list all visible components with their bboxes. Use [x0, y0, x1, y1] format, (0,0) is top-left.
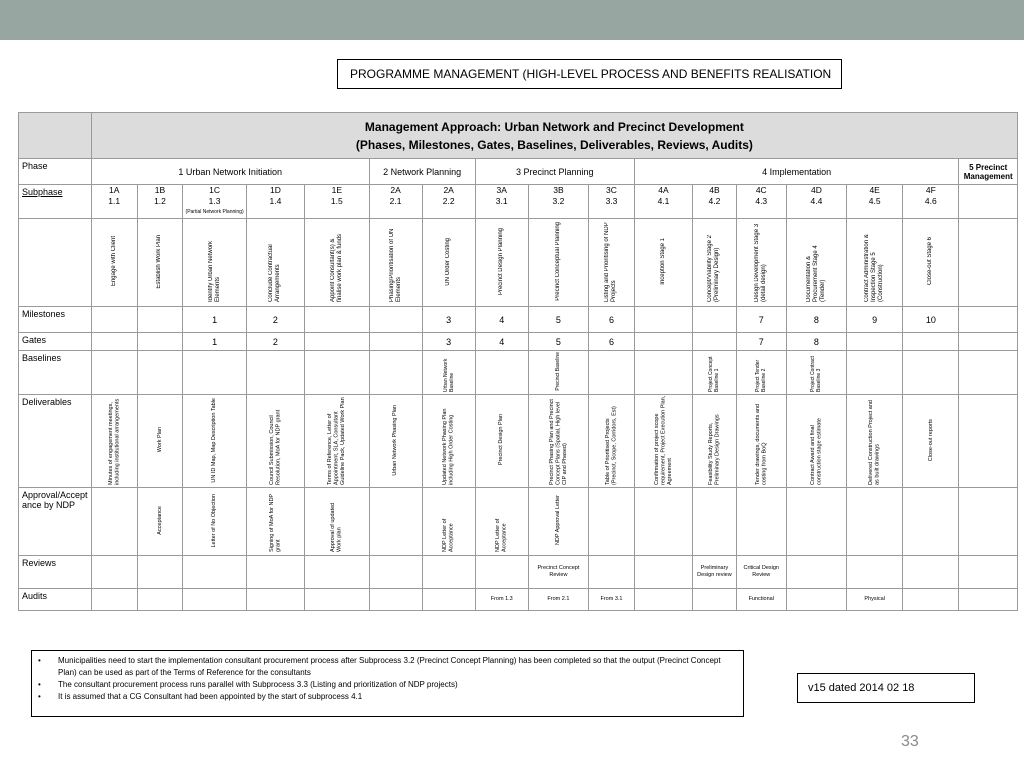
- review-cell: [903, 556, 959, 589]
- subphase-number: 1.4: [269, 196, 282, 206]
- baseline-text: Precinct Baseline: [555, 352, 562, 391]
- approval-text: Letter of No Objection: [211, 493, 218, 548]
- page-number: 33: [901, 733, 919, 750]
- phase-cell: 2 Network Planning: [369, 159, 475, 185]
- audits-row: [19, 589, 1018, 611]
- gate-cell: [693, 333, 737, 351]
- deliverable-text: Council Submission, Council Resolution, MoA for NDP grant: [268, 409, 282, 485]
- approval-cell: [305, 488, 370, 556]
- deliverable-cell: [903, 395, 959, 488]
- audit-cell: [693, 589, 737, 611]
- activity-text: Documentation & Procurement Stage 4 (Tender): [805, 244, 826, 302]
- review-cell: [137, 556, 183, 589]
- milestone-cell: 9: [847, 307, 903, 333]
- audit-cell: [91, 589, 137, 611]
- activity-cell: [736, 219, 786, 307]
- deliverable-text: Minutes of engagement meetings, including institutional arrangements: [107, 398, 121, 485]
- subphase-cell: [693, 185, 737, 219]
- subphase-number: 3.2: [552, 196, 565, 206]
- audit-cell: [422, 589, 475, 611]
- baseline-cell: [634, 351, 692, 395]
- activity-cell: [693, 219, 737, 307]
- row-label-audits: Audits: [19, 589, 92, 611]
- approval-text: NDP Approval Letter: [555, 495, 562, 546]
- subphase-cell: [847, 185, 903, 219]
- activity-text: Listing and Prioritising of NDP Projects: [604, 221, 618, 302]
- activity-cell: [634, 219, 692, 307]
- deliverable-text: Work Plan: [156, 427, 163, 453]
- subphase-cell: [305, 185, 370, 219]
- activity-text: Precinct Design Planning: [498, 227, 505, 296]
- review-cell: [246, 556, 304, 589]
- activity-text: Precinct Conceptual Planning: [554, 222, 561, 301]
- deliverable-cell: [736, 395, 786, 488]
- subphase-code: 2A: [443, 185, 454, 195]
- subphase-number: 2.1: [389, 196, 402, 206]
- note-text: Municipalities need to start the implementation consultant procurement process after Subprocess 3.2 (Precinct Concept Planning) has been completed so that the output (Precinct Concept Plan) can be used as part of the Terms of Reference for the consultants: [58, 656, 721, 677]
- reviews-row: [19, 556, 1018, 589]
- subphase-number: 2.2: [442, 196, 455, 206]
- row-label-phase: Phase: [19, 159, 92, 185]
- activity-cell: [528, 219, 588, 307]
- baseline-text: Project Contract Baseline 3: [810, 355, 823, 392]
- milestone-cell: 7: [736, 307, 786, 333]
- activity-text: Contract Administration & Inspection Stage 5 (Construction): [864, 233, 885, 302]
- table-heading-line2: (Phases, Milestones, Gates, Baselines, Deliverables, Reviews, Audits): [355, 137, 753, 152]
- audit-cell: [786, 589, 846, 611]
- review-cell: [369, 556, 422, 589]
- subphase-cell: [183, 185, 246, 219]
- milestone-cell: [91, 307, 137, 333]
- milestone-cell: 4: [475, 307, 528, 333]
- subphase-cell: [475, 185, 528, 219]
- deliverable-text: Terms of Reference, Letter of Appointment, SLA, Consultant Guideline Pack, Updated Work Plan: [327, 397, 347, 485]
- row-label-baselines: Baselines: [19, 351, 92, 395]
- baseline-cell: [847, 351, 903, 395]
- approval-cell: [693, 488, 737, 556]
- review-cell: [589, 556, 635, 589]
- approval-cell: [528, 488, 588, 556]
- subphase-code: 4C: [755, 185, 767, 195]
- subphase-number: 1.3: [208, 196, 221, 206]
- deliverable-text: Updated Network Phasing Plan including High Order Costing: [442, 408, 455, 485]
- audit-cell: Functional: [736, 589, 786, 611]
- deliverable-text: Confirmation of project scope requirement, Project Execution Plan, Agreement: [653, 395, 673, 485]
- activity-text: Design Development Stage 3 (detail design): [754, 223, 768, 302]
- approval-text: Approval of updated Work plan: [330, 502, 343, 552]
- activity-text: Concept/Viability Stage 2 (Preliminary Design): [707, 234, 721, 302]
- gate-cell: 8: [786, 333, 846, 351]
- subphase-cell: [528, 185, 588, 219]
- baseline-cell: [369, 351, 422, 395]
- activity-cell: [903, 219, 959, 307]
- deliverable-cell: [589, 395, 635, 488]
- subphase-cell: [246, 185, 304, 219]
- approval-text: Acceptance: [156, 506, 163, 535]
- subphase-code: 3A: [496, 185, 507, 195]
- approval-cell: [903, 488, 959, 556]
- approval-cell: [475, 488, 528, 556]
- deliverable-cell: [847, 395, 903, 488]
- empty-cell: [959, 395, 1018, 488]
- approval-cell: [786, 488, 846, 556]
- subphase-number: 4.1: [657, 196, 670, 206]
- deliverable-cell: [246, 395, 304, 488]
- milestone-cell: [693, 307, 737, 333]
- baseline-cell: [786, 351, 846, 395]
- review-cell: Precinct Concept Review: [528, 556, 588, 589]
- audit-cell: [305, 589, 370, 611]
- activity-text: Close-out Stage 6: [927, 237, 934, 286]
- bullet-icon: •: [38, 656, 41, 665]
- approval-cell: [137, 488, 183, 556]
- empty-cell: [959, 185, 1018, 219]
- empty-cell: [959, 556, 1018, 589]
- deliverable-text: UN ID Map, Map Description Table: [211, 397, 218, 483]
- audit-cell: Physical: [847, 589, 903, 611]
- milestone-cell: 1: [183, 307, 246, 333]
- row-label-blank: [19, 219, 92, 307]
- phase-row: [19, 159, 1018, 185]
- table-heading: [91, 113, 1017, 159]
- approval-cell: [589, 488, 635, 556]
- activity-cell: [475, 219, 528, 307]
- gate-cell: [634, 333, 692, 351]
- phase-cell: 5 Precinct Management: [959, 159, 1018, 185]
- activity-text: Establish Work Plan: [156, 234, 163, 289]
- audit-cell: From 3.1: [589, 589, 635, 611]
- subphase-cell: [634, 185, 692, 219]
- table-heading-line1: Management Approach: Urban Network and Precinct Development: [364, 119, 744, 134]
- deliverable-cell: [91, 395, 137, 488]
- baseline-cell: [91, 351, 137, 395]
- row-label-milestones: Milestones: [19, 307, 92, 333]
- activity-text: Conclude Contractual Arrangements: [268, 243, 282, 302]
- activity-cell: [589, 219, 635, 307]
- deliverable-text: Precinct Phasing Plan and Precinct Concept Plans (Spatial, High level CIP and Phased): [548, 399, 568, 485]
- version-label: v15 dated 2014 02 18: [797, 673, 975, 703]
- activity-text: Appoint Consultant(s) & finalise work plan & funds: [329, 233, 343, 302]
- gates-row: [19, 333, 1018, 351]
- phase-cell: 1 Urban Network Initiation: [91, 159, 369, 185]
- baseline-text: Urban Network Baseline: [442, 358, 455, 392]
- gate-cell: [91, 333, 137, 351]
- baseline-text: Project Concept Baseline 1: [708, 355, 721, 392]
- subphase-code: 1A: [109, 185, 120, 195]
- gate-cell: [305, 333, 370, 351]
- gate-cell: 5: [528, 333, 588, 351]
- review-cell: [183, 556, 246, 589]
- subphase-number: 1.1: [108, 196, 121, 206]
- bullet-icon: •: [38, 680, 41, 689]
- baseline-cell: [903, 351, 959, 395]
- activity-row: [19, 219, 1018, 307]
- review-cell: Preliminary Design review: [693, 556, 737, 589]
- gate-cell: [137, 333, 183, 351]
- subphase-number: 3.1: [495, 196, 508, 206]
- subphase-number: 3.3: [605, 196, 618, 206]
- gate-cell: [847, 333, 903, 351]
- deliverable-cell: [528, 395, 588, 488]
- milestones-row: [19, 307, 1018, 333]
- subphase-number: 4.2: [708, 196, 721, 206]
- baseline-cell: [183, 351, 246, 395]
- subphase-code: 4A: [658, 185, 669, 195]
- audit-cell: [183, 589, 246, 611]
- note-item: [38, 691, 735, 703]
- audit-cell: [246, 589, 304, 611]
- subphase-cell: [736, 185, 786, 219]
- deliverable-cell: [369, 395, 422, 488]
- empty-cell: [959, 307, 1018, 333]
- subphase-row: [19, 185, 1018, 219]
- review-cell: [91, 556, 137, 589]
- deliverable-text: Contract Award and final construction stage estimate: [809, 418, 823, 485]
- baseline-text: Project Tender Baseline 2: [755, 359, 768, 392]
- empty-cell: [959, 333, 1018, 351]
- activity-text: Engage with Client: [110, 236, 117, 287]
- gate-cell: [903, 333, 959, 351]
- review-cell: [422, 556, 475, 589]
- subphase-cell: [369, 185, 422, 219]
- review-cell: [786, 556, 846, 589]
- row-label-approval: Approval/Acceptance by NDP: [19, 488, 92, 556]
- activity-cell: [786, 219, 846, 307]
- approval-cell: [246, 488, 304, 556]
- subphase-cell: [91, 185, 137, 219]
- baseline-cell: [246, 351, 304, 395]
- subphase-code: 3B: [553, 185, 564, 195]
- milestone-cell: [634, 307, 692, 333]
- subphase-code: 1D: [270, 185, 281, 195]
- gate-cell: [369, 333, 422, 351]
- baseline-cell: [422, 351, 475, 395]
- audit-cell: From 2.1: [528, 589, 588, 611]
- deliverable-cell: [786, 395, 846, 488]
- deliverable-cell: [305, 395, 370, 488]
- subphase-cell: [589, 185, 635, 219]
- empty-cell: [959, 219, 1018, 307]
- deliverable-cell: [634, 395, 692, 488]
- milestone-cell: 2: [246, 307, 304, 333]
- audit-cell: [634, 589, 692, 611]
- gate-cell: 1: [183, 333, 246, 351]
- page-title: PROGRAMME MANAGEMENT (HIGH-LEVEL PROCESS AND BENEFITS REALISATION: [337, 59, 842, 89]
- deliverable-text: Delivered Construction Project and as built drawings: [868, 400, 881, 485]
- activity-text: UN Order Costing: [445, 237, 452, 286]
- milestone-cell: 3: [422, 307, 475, 333]
- review-cell: [847, 556, 903, 589]
- deliverable-cell: [137, 395, 183, 488]
- activity-cell: [91, 219, 137, 307]
- audit-cell: From 1.3: [475, 589, 528, 611]
- deliverable-cell: [693, 395, 737, 488]
- approval-text: NDP Letter of Acceptance: [442, 518, 455, 552]
- approval-cell: [634, 488, 692, 556]
- activity-cell: [305, 219, 370, 307]
- subphase-code: 4D: [810, 185, 822, 195]
- gate-cell: 6: [589, 333, 635, 351]
- empty-cell: [959, 351, 1018, 395]
- baseline-cell: [589, 351, 635, 395]
- note-text: It is assumed that a CG Consultant had been appointed by the start of subprocess 4.1: [58, 692, 363, 701]
- row-label-deliverables: Deliverables: [19, 395, 92, 488]
- empty-cell: [959, 488, 1018, 556]
- subphase-number: 4.6: [924, 196, 937, 206]
- baselines-row: [19, 351, 1018, 395]
- note-text: The consultant procurement process runs parallel with Subprocess 3.3 (Listing and prioritization of NDP projects): [58, 680, 458, 689]
- row-label-subphase: Subphase: [19, 185, 92, 219]
- review-cell: [634, 556, 692, 589]
- activity-cell: [369, 219, 422, 307]
- activity-cell: [422, 219, 475, 307]
- subphase-code: 1E: [331, 185, 343, 195]
- empty-cell: [959, 589, 1018, 611]
- activity-cell: [246, 219, 304, 307]
- note-item: [38, 655, 735, 679]
- milestone-cell: [305, 307, 370, 333]
- subphase-cell: [422, 185, 475, 219]
- process-table: [18, 112, 1018, 611]
- baseline-cell: [475, 351, 528, 395]
- review-cell: [305, 556, 370, 589]
- gate-cell: 4: [475, 333, 528, 351]
- deliverable-text: Tender drawings, documents and costing from BoQ: [754, 403, 768, 485]
- approval-cell: [422, 488, 475, 556]
- header-bar: [0, 0, 1024, 40]
- review-cell: Critical Design Review: [736, 556, 786, 589]
- deliverable-text: Urban Network Phasing Plan: [392, 404, 399, 476]
- subphase-code: 4B: [709, 185, 720, 195]
- subphase-code: 1C: [209, 185, 221, 195]
- activity-cell: [137, 219, 183, 307]
- baseline-cell: [736, 351, 786, 395]
- deliverable-text: Table of Prioritised Projects (Precinct, Scope, Corridors, Est): [604, 406, 618, 485]
- approval-cell: [736, 488, 786, 556]
- milestone-cell: 10: [903, 307, 959, 333]
- approval-cell: [369, 488, 422, 556]
- deliverable-text: Close-out reports: [927, 418, 934, 462]
- baseline-cell: [693, 351, 737, 395]
- note-item: [38, 679, 735, 691]
- subphase-cell: [903, 185, 959, 219]
- row-label-reviews: Reviews: [19, 556, 92, 589]
- subphase-cell: [137, 185, 183, 219]
- subphase-code: 2A: [390, 185, 401, 195]
- subphase-code: 1B: [154, 185, 166, 195]
- activity-cell: [847, 219, 903, 307]
- milestone-cell: 5: [528, 307, 588, 333]
- gate-cell: 7: [736, 333, 786, 351]
- milestone-cell: [369, 307, 422, 333]
- deliverable-cell: [183, 395, 246, 488]
- activity-text: Phasing/Prioritisation of UN Elements: [388, 228, 402, 302]
- baseline-cell: [305, 351, 370, 395]
- subphase-cell: [786, 185, 846, 219]
- gate-cell: 3: [422, 333, 475, 351]
- row-label-gates: Gates: [19, 333, 92, 351]
- phase-cell: 3 Precinct Planning: [475, 159, 634, 185]
- milestone-cell: 6: [589, 307, 635, 333]
- subphase-note: (Partial Network Planning): [185, 209, 244, 215]
- audit-cell: [137, 589, 183, 611]
- activity-text: Inception Stage 1: [659, 238, 666, 285]
- activity-text: Identify Urban Network Elements: [207, 240, 221, 302]
- deliverable-cell: [422, 395, 475, 488]
- subphase-code: 4F: [925, 185, 936, 195]
- deliverable-text: Precinct Design Plan: [498, 414, 505, 466]
- deliverable-cell: [475, 395, 528, 488]
- subphase-number: 4.5: [868, 196, 881, 206]
- subphase-code: 4E: [869, 185, 880, 195]
- gate-cell: 2: [246, 333, 304, 351]
- audit-cell: [903, 589, 959, 611]
- approval-cell: [183, 488, 246, 556]
- bullet-icon: •: [38, 692, 41, 701]
- activity-cell: [183, 219, 246, 307]
- approval-cell: [847, 488, 903, 556]
- subphase-number: 4.3: [755, 196, 768, 206]
- subphase-code: 3C: [606, 185, 617, 195]
- table-header-row: [19, 113, 1018, 159]
- deliverable-text: Feasibility Study Reports, Preliminary Design Drawings: [707, 414, 721, 485]
- notes-box: [31, 650, 744, 717]
- approval-row: [19, 488, 1018, 556]
- subphase-number: 1.2: [154, 196, 166, 206]
- subphase-number: 1.5: [330, 196, 343, 206]
- milestone-cell: 8: [786, 307, 846, 333]
- approval-cell: [91, 488, 137, 556]
- table-corner-cell: [19, 113, 92, 159]
- baseline-cell: [137, 351, 183, 395]
- baseline-cell: [528, 351, 588, 395]
- milestone-cell: [137, 307, 183, 333]
- audit-cell: [369, 589, 422, 611]
- approval-text: Signing of MoA for NDP grant: [268, 493, 282, 552]
- phase-cell: 4 Implementation: [634, 159, 959, 185]
- subphase-number: 4.4: [810, 196, 823, 206]
- deliverables-row: [19, 395, 1018, 488]
- approval-text: NDP Letter of Acceptance: [495, 518, 508, 552]
- review-cell: [475, 556, 528, 589]
